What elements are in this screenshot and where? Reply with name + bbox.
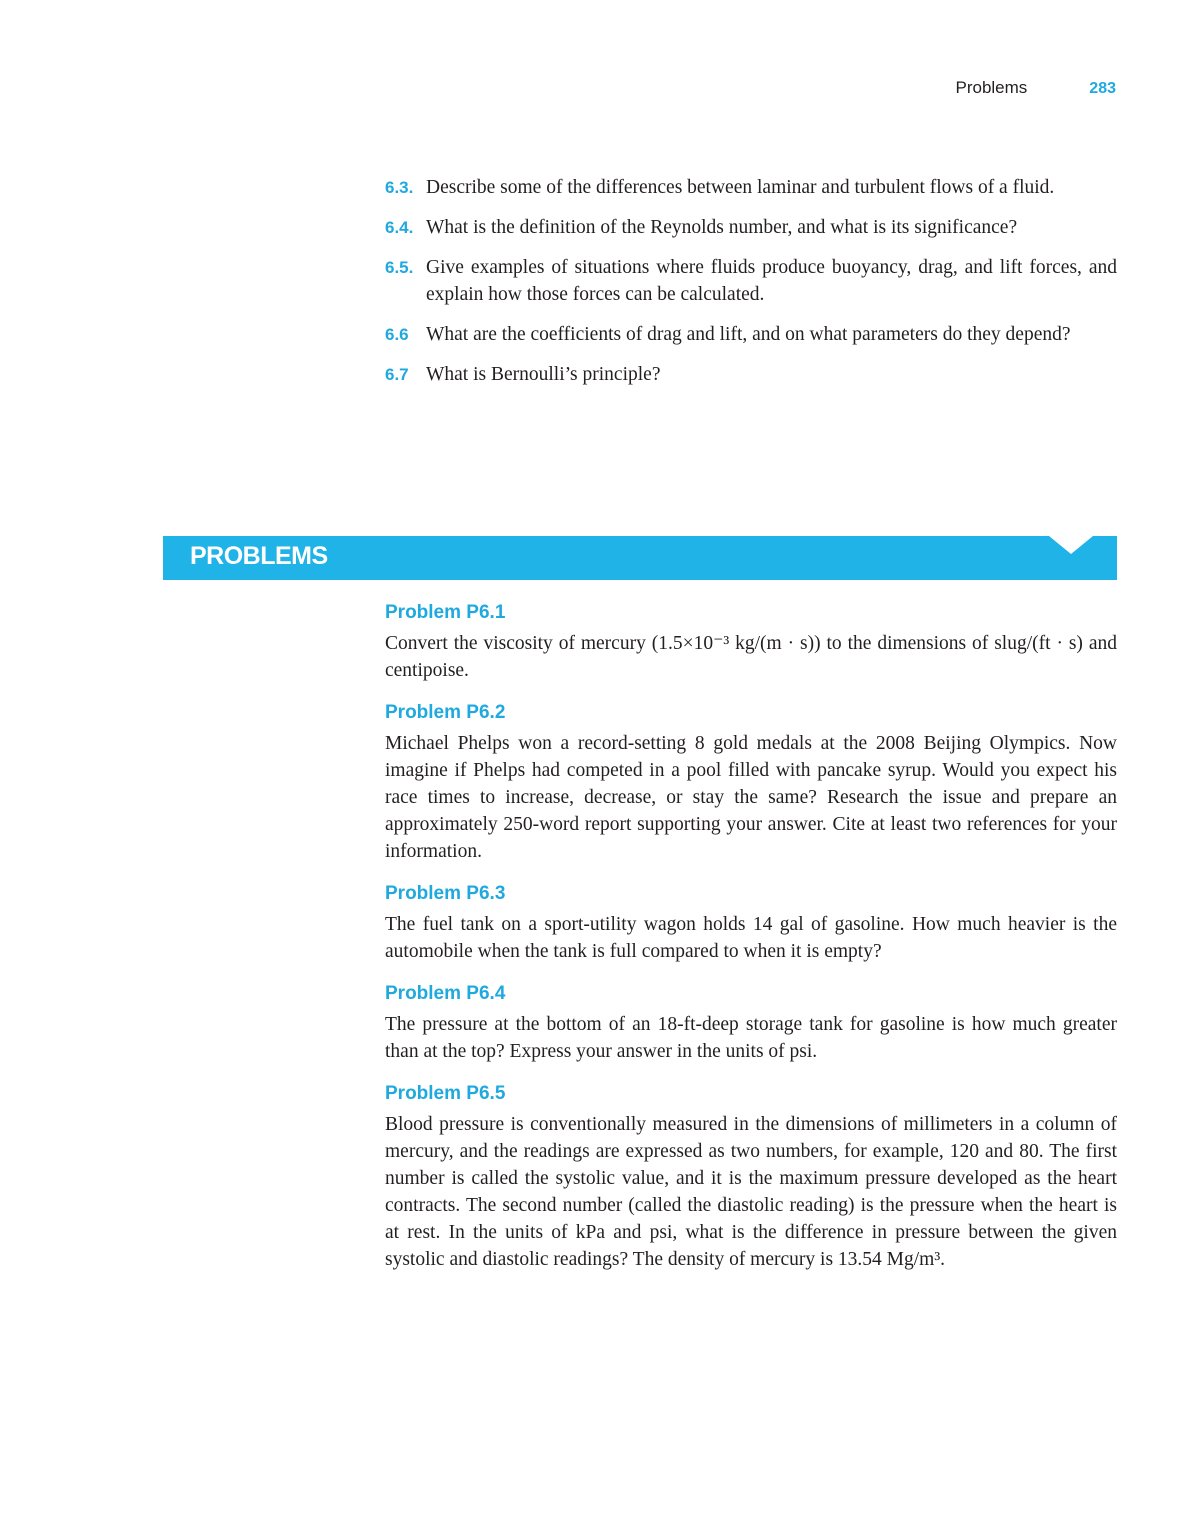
problem-heading: Problem P6.3 <box>385 883 506 904</box>
question-text: What is the definition of the Reynolds number, and what is its significance? <box>426 217 1018 238</box>
problems-list <box>385 598 1117 1287</box>
problem-text: The fuel tank on a sport-utility wagon holds 14 gal of gasoline. How much heavier is the automobile when the tank is full compared to when it is empty? <box>385 914 1117 962</box>
review-questions <box>385 174 1117 401</box>
question-number: 6.3. <box>385 178 414 197</box>
problem-heading: Problem P6.2 <box>385 702 506 723</box>
problem-item <box>385 1079 1117 1273</box>
problem-item <box>385 979 1117 1065</box>
section-banner <box>163 536 1117 580</box>
running-head <box>955 78 1116 102</box>
problem-item <box>385 879 1117 965</box>
question-text: What are the coefficients of drag and lift, and on what parameters do they depend? <box>426 324 1071 345</box>
problem-text: Blood pressure is conventionally measured in the dimensions of millimeters in a column of mercury, and the readings are expressed as two numbers, for example, 120 and 80. The first number is called the systolic value, and it is the maximum pressure developed as the heart contracts. The second number (called the diastolic reading) is the pressure when the heart is at rest. In the units of kPa and psi, what is the difference in pressure between the given systolic and diastolic readings? The density of mercury is 13.54 Mg/m³. <box>385 1114 1117 1270</box>
question-item <box>385 214 1117 241</box>
problem-heading: Problem P6.4 <box>385 983 506 1004</box>
problem-item <box>385 598 1117 684</box>
problem-text: Convert the viscosity of mercury (1.5×10⁻³ kg/(m · s)) to the dimensions of slug/(ft · s) and centipoise. <box>385 633 1117 681</box>
problem-item <box>385 698 1117 865</box>
question-item <box>385 174 1117 201</box>
question-number: 6.6 <box>385 325 409 344</box>
running-title: Problems <box>955 78 1028 97</box>
problem-text: Michael Phelps won a record-setting 8 gold medals at the 2008 Beijing Olympics. Now imagine if Phelps had competed in a pool filled with pancake syrup. Would you expect his race times to increase, decrease, or stay the same? Research the issue and prepare an approximately 250-word report supporting your answer. Cite at least two references for your information. <box>385 733 1117 862</box>
question-item <box>385 361 1117 388</box>
question-text: What is Bernoulli’s principle? <box>426 364 661 385</box>
question-text: Give examples of situations where fluids produce buoyancy, drag, and lift forces, and explain how those forces can be calculated. <box>426 257 1117 305</box>
question-number: 6.5. <box>385 258 414 277</box>
page-number: 283 <box>1089 80 1116 97</box>
question-number: 6.4. <box>385 218 414 237</box>
section-title: PROBLEMS <box>190 542 328 570</box>
problem-text: The pressure at the bottom of an 18-ft-deep storage tank for gasoline is how much greater than at the top? Express your answer in the units of psi. <box>385 1014 1117 1062</box>
question-item <box>385 321 1117 348</box>
problem-heading: Problem P6.5 <box>385 1083 506 1104</box>
banner-notch-decoration <box>1049 536 1093 554</box>
problem-heading: Problem P6.1 <box>385 602 506 623</box>
question-text: Describe some of the differences between laminar and turbulent flows of a fluid. <box>426 177 1055 198</box>
question-item <box>385 254 1117 308</box>
question-number: 6.7 <box>385 365 409 384</box>
